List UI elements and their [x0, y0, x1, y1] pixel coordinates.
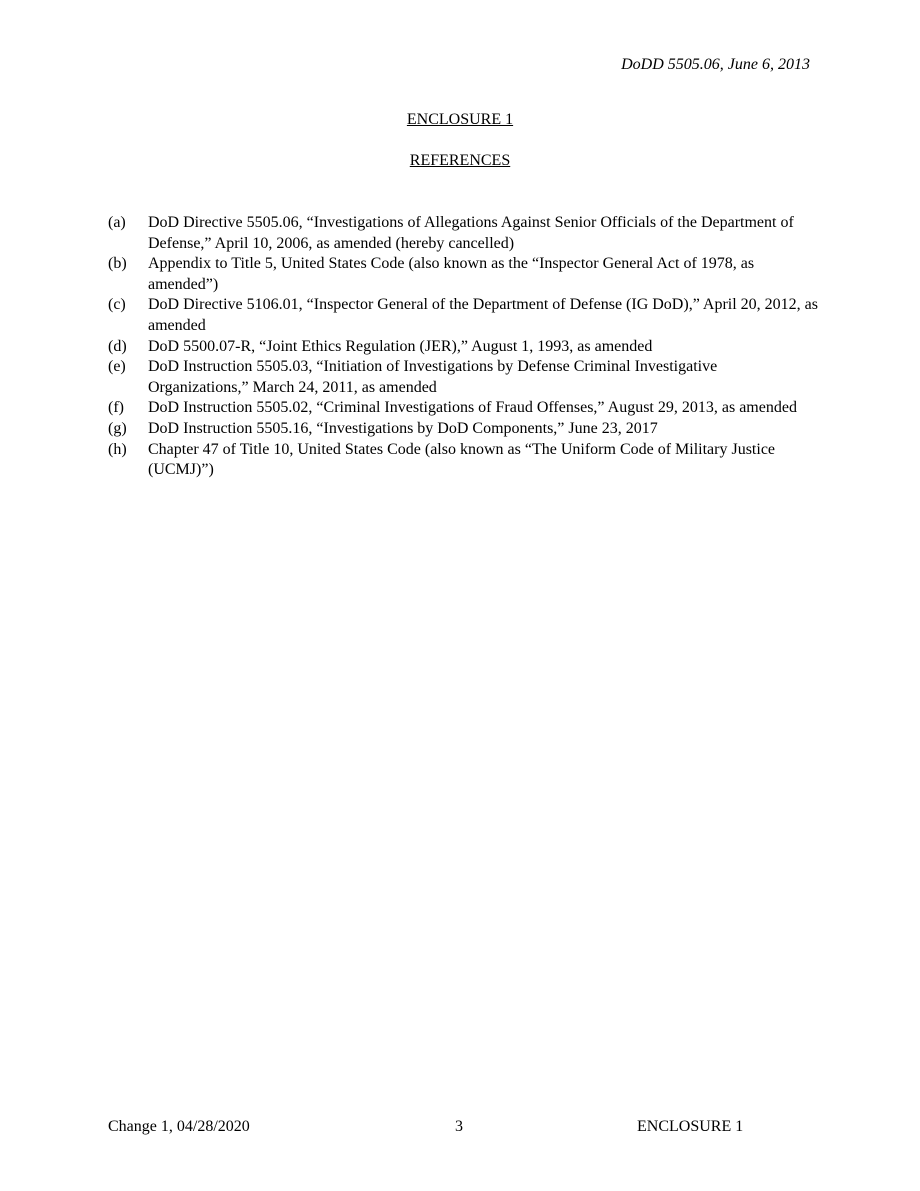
reference-item-e — [108, 357, 818, 398]
reference-letter: (h) — [108, 440, 127, 458]
reference-text: Chapter 47 of Title 10, United States Code (also known as “The Uniform Code of Military Justice (UCMJ)”) — [148, 440, 776, 479]
reference-text: Appendix to Title 5, United States Code (also known as the “Inspector General Act of 1978, as amended”) — [148, 255, 755, 293]
reference-text: DoD Instruction 5505.03, “Initiation of Investigations by Defense Criminal Investigative Organizations,” March 24, 2011, as amended — [148, 358, 718, 396]
reference-text: DoD Directive 5106.01, “Inspector General of the Department of Defense (IG DoD),” April 20, 2012, as amended — [148, 296, 819, 334]
reference-letter: (d) — [108, 337, 127, 355]
references-title: REFERENCES — [409, 152, 511, 169]
reference-item-g — [108, 419, 818, 440]
reference-text: DoD Directive 5505.06, “Investigations of Allegations Against Senior Officials of the Department of Defense,” April 10, 2006, as amended (hereby cancelled) — [148, 214, 794, 252]
enclosure-title: ENCLOSURE 1 — [406, 111, 514, 128]
footer-enclosure-label: ENCLOSURE 1 — [637, 1118, 744, 1135]
reference-item-c — [108, 295, 818, 336]
reference-letter: (a) — [108, 214, 126, 231]
references-list — [108, 213, 818, 481]
footer-change-note: Change 1, 04/28/2020 — [108, 1118, 250, 1135]
reference-letter: (c) — [108, 296, 126, 314]
reference-letter: (b) — [108, 255, 127, 273]
footer-page-number: 3 — [455, 1118, 463, 1135]
reference-item-d — [108, 337, 818, 358]
reference-letter: (g) — [108, 419, 127, 437]
reference-letter: (e) — [108, 358, 126, 376]
reference-text: DoD Instruction 5505.02, “Criminal Investigations of Fraud Offenses,” August 29, 2013, as amended — [148, 399, 797, 417]
reference-letter: (f) — [108, 399, 124, 417]
reference-item-h — [108, 440, 818, 481]
reference-item-f — [108, 398, 818, 419]
reference-item-b — [108, 254, 818, 295]
reference-item-a — [108, 213, 818, 254]
reference-text: DoD 5500.07-R, “Joint Ethics Regulation (JER),” August 1, 1993, as amended — [148, 337, 653, 355]
document-id-header: DoDD 5505.06, June 6, 2013 — [621, 56, 810, 73]
reference-text: DoD Instruction 5505.16, “Investigations by DoD Components,” June 23, 2017 — [148, 419, 658, 437]
